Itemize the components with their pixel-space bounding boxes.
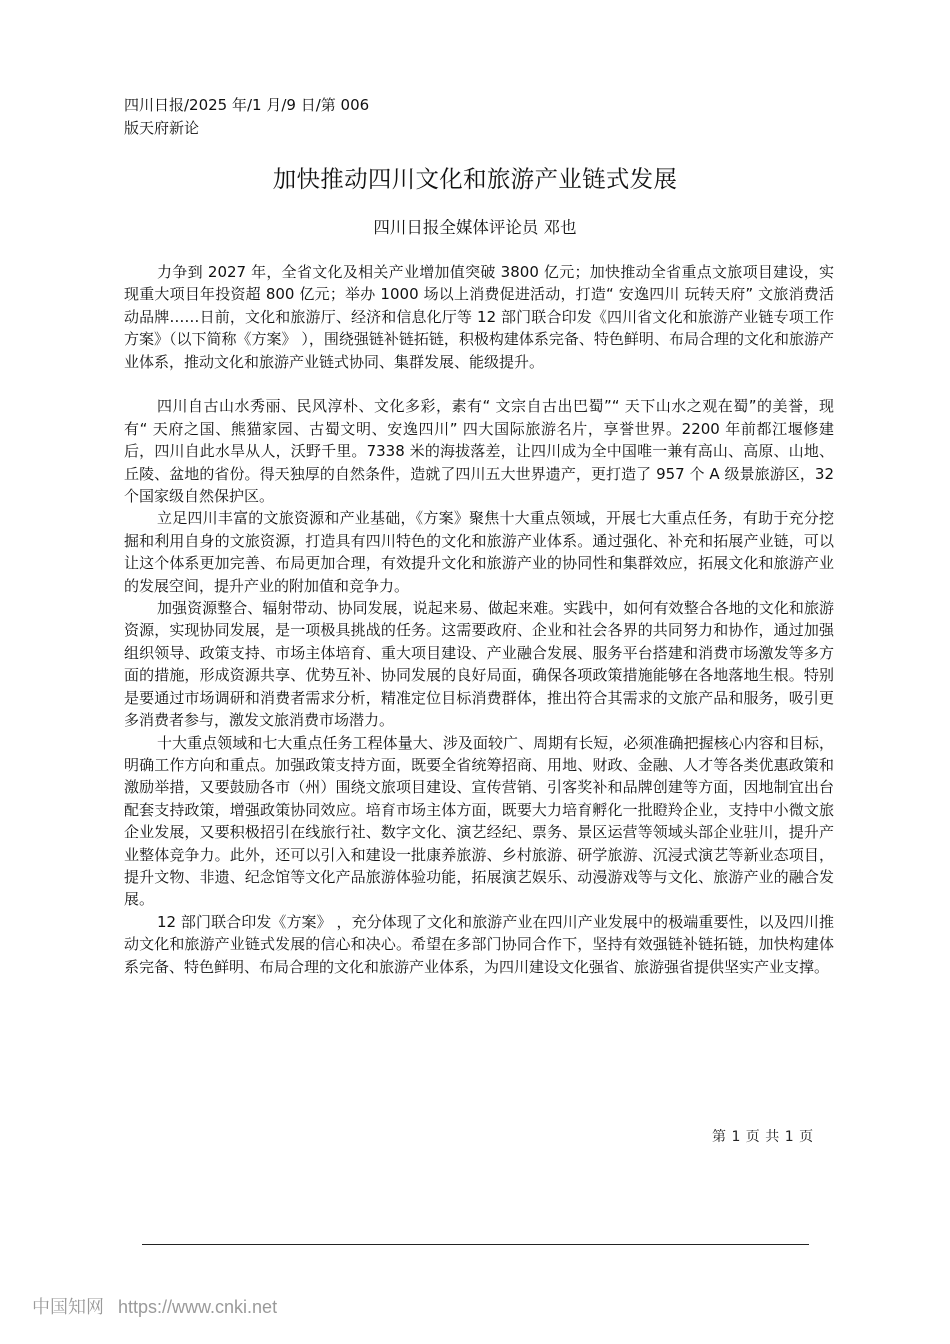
publication-section-line: 版天府新论 — [124, 119, 200, 137]
article-title: 加快推动四川文化和旅游产业链式发展 — [272, 165, 678, 193]
page-indicator: 第 1 页 共 1 页 — [712, 1129, 814, 1145]
paragraph: 立足四川丰富的文旅资源和产业基础，《方案》聚焦十大重点领域，开展七大重点任务，有助于充分挖掘和利用自身的文旅资源，打造具有四川特色的文化和旅游产业体系。通过强化、补充和拓展产业链，可以让这个体系更加完善、布局更加合理，有效提升文化和旅游产业的协同性和集群效应，拓展文化和旅游产业的发展空间，提升产业的附加值和竞争力。 — [124, 509, 834, 595]
paragraph: 四川自古山水秀丽、民风淳朴、文化多彩，素有“ 文宗自古出巴蜀”“ 天下山水之观在蜀”的美誉，现有“ 天府之国、熊猫家园、古蜀文明、安逸四川” 四大国际旅游名片，享誉世界。2200 年前都江堰修建后，四川自此水旱从人，沃野千里。7338 米的海拔落差，让四川成为全中国唯一兼有高山、高原、山地、丘陵、盆地的省份。得天独厚的自然条件，造就了四川五大世界遗产，更打造了 957 个 A 级景旅游区，32 个国家级自然保护区。 — [124, 397, 834, 506]
paragraph: 十大重点领域和七大重点任务工程体量大、涉及面较广、周期有长短，必须准确把握核心内容和目标，明确工作方向和重点。加强政策支持方面，既要全省统筹招商、用地、财政、金融、人才等各类优惠政策和激励举措，又要鼓励各市（州）围绕文旅项目建设、宣传营销、引客奖补和品牌创建等方面，因地制宜出台配套支持政策，增强政策协同效应。培育市场主体方面，既要大力培育孵化一批瞪羚企业，支持中小微文旅企业发展，又要积极招引在线旅行社、数字文化、演艺经纪、票务、景区运营等领域头部企业驻川，提升产业整体竞争力。此外，还可以引入和建设一批康养旅游、乡村旅游、研学旅游、沉浸式演艺等新业态项目，提升文物、非遗、纪念馆等文化产品旅游体验功能，拓展演艺娱乐、动漫游戏等与文化、旅游产业的融合发展。 — [124, 733, 834, 909]
paragraph: 力争到 2027 年，全省文化及相关产业增加值突破 3800 亿元；加快推动全省重点文旅项目建设，实现重大项目年投资超 800 亿元；举办 1000 场以上消费促进活动，打造“ 安逸四川 玩转天府” 文旅消费活动品牌……日前，文化和旅游厅、经济和信息化厅等 12 部门联合印发《四川省文化和旅游产业链专项工作方案》（以下简称《方案》 ），围绕强链补链拓链，积极构建体系完备、特色鲜明、布局合理的文化和旅游产业体系，推动文化和旅游产业链式协同、集群发展、能级提升。 — [124, 263, 834, 371]
watermark-url: https://www.cnki.net — [118, 1297, 278, 1317]
article-body — [124, 261, 834, 978]
cnki-watermark — [32, 1293, 277, 1319]
publication-source-line: 四川日报/2025 年/1 月/9 日/第 006 — [124, 96, 370, 114]
footer-divider — [142, 1244, 809, 1245]
paragraph: 12 部门联合印发《方案》 ，充分体现了文化和旅游产业在四川产业发展中的极端重要性，以及四川推动文化和旅游产业链式发展的信心和决心。希望在多部门协同合作下，坚持有效强链补链拓链，加快构建体系完备、特色鲜明、布局合理的文化和旅游产业体系，为四川建设文化强省、旅游强省提供坚实产业支撑。 — [124, 912, 834, 976]
paragraph: 加强资源整合、辐射带动、协同发展，说起来易、做起来难。实践中，如何有效整合各地的文化和旅游资源，实现协同发展，是一项极具挑战的任务。这需要政府、企业和社会各界的共同努力和协作，通过加强组织领导、政策支持、市场主体培育、重大项目建设、产业融合发展、服务平台搭建和消费市场激发等多方面的措施，形成资源共享、优势互补、协同发展的良好局面，确保各项政策措施能够在各地落地生根。特别是要通过市场调研和消费者需求分析，精准定位目标消费群体，推出符合其需求的文旅产品和服务，吸引更多消费者参与，激发文旅消费市场潜力。 — [124, 599, 834, 730]
article-byline: 四川日报全媒体评论员 邓也 — [373, 218, 577, 237]
publication-info — [124, 94, 369, 140]
watermark-name: 中国知网 — [32, 1297, 104, 1317]
